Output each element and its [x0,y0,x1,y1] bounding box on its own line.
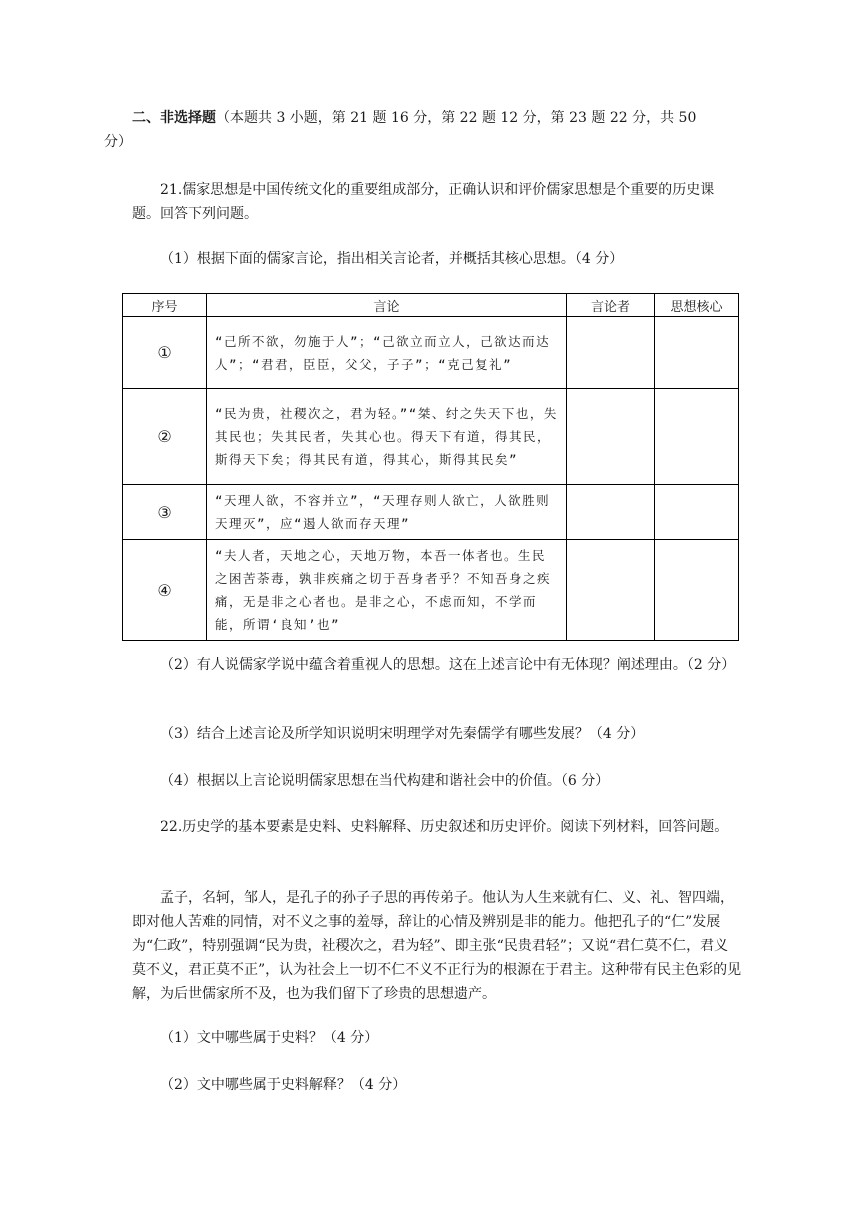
row-core-cell [655,317,739,389]
row-speaker-cell [567,540,655,641]
table-row [123,317,739,389]
table-row [123,540,739,641]
row-quote: “民为贵，社稷次之，君为轻。”“桀、纣之失天下也，失其民也；失其民者，失其心也。得天下有道，得其民，斯得天下矣；得其民有道，得其心，斯得其民矣” [207,389,567,485]
table-row [123,485,739,540]
row-core-cell [655,540,739,641]
row-number: ③ [123,485,207,540]
q21-sub2: （2）有人说儒家学说中蕴含着重视人的思想。这在上述言论中有无体现？阐述理由。（2 分） [160,657,736,673]
section-title: 二、非选择题 [132,110,216,126]
q21-sub4: （4）根据以上言论说明儒家思想在当代构建和谐社会中的价值。（6 分） [160,773,610,789]
row-number: ② [123,389,207,485]
section-heading [104,106,714,154]
row-number: ① [123,317,207,389]
q22-sub1: （1）文中哪些属于史料？（4 分） [160,1030,379,1046]
header-core: 思想核心 [655,294,739,317]
header-number: 序号 [123,294,207,317]
row-quote: “夫人者，天地之心，天地万物，本吾一体者也。生民之困苦荼毒，孰非疾痛之切于吾身者乎？不知吾身之疾痛，无是非之心者也。是非之心，不虑而知，不学而能，所谓‘良知’也” [207,540,567,641]
q21-intro: 21.儒家思想是中国传统文化的重要组成部分，正确认识和评价儒家思想是个重要的历史课题。回答下列问题。 [132,182,715,222]
row-number: ④ [123,540,207,641]
row-core-cell [655,389,739,485]
row-core-cell [655,485,739,540]
q21-sub1: （1）根据下面的儒家言论，指出相关言论者，并概括其核心思想。（4 分） [160,251,624,267]
quotes-table [122,293,739,641]
row-speaker-cell [567,317,655,389]
row-quote: “己所不欲，勿施于人”；“己欲立而立人，己欲达而达人”；“君君，臣臣，父父，子子”；“克己复礼” [207,317,567,389]
header-quote: 言论 [207,294,567,317]
table-row [123,389,739,485]
q22-intro: 22.历史学的基本要素是史料、史料解释、历史叙述和历史评价。阅读下列材料，回答问题。 [160,819,729,835]
table-header-row [123,294,739,317]
row-quote: “天理人欲，不容并立”，“天理存则人欲亡，人欲胜则天理灭”，应“遏人欲而存天理” [207,485,567,540]
header-speaker: 言论者 [567,294,655,317]
q22-material: 孟子，名轲，邹人，是孔子的孙子子思的再传弟子。他认为人生来就有仁、义、礼、智四端，即对他人苦难的同情，对不义之事的羞辱，辞让的心情及辨别是非的能力。他把孔子的“仁”发展为“仁政”，特别强调“民为贵，社稷次之，君为轻”、即主张“民贵君轻”；又说“君仁莫不仁，君义莫不义，君正莫不正”，认为社会上一切不仁不义不正行为的根源在于君主。这种带有民主色彩的见解，为后世儒家所不及，也为我们留下了珍贵的思想遗产。 [132,890,742,1002]
section-note: （本题共 3 小题，第 21 题 16 分，第 22 题 12 分，第 23 题 22 分，共 50 分） [104,110,697,150]
q21-sub3: （3）结合上述言论及所学知识说明宋明理学对先秦儒学有哪些发展？（4 分） [160,726,645,742]
row-speaker-cell [567,485,655,540]
row-speaker-cell [567,389,655,485]
q22-sub2: （2）文中哪些属于史料解释？（4 分） [160,1077,407,1093]
